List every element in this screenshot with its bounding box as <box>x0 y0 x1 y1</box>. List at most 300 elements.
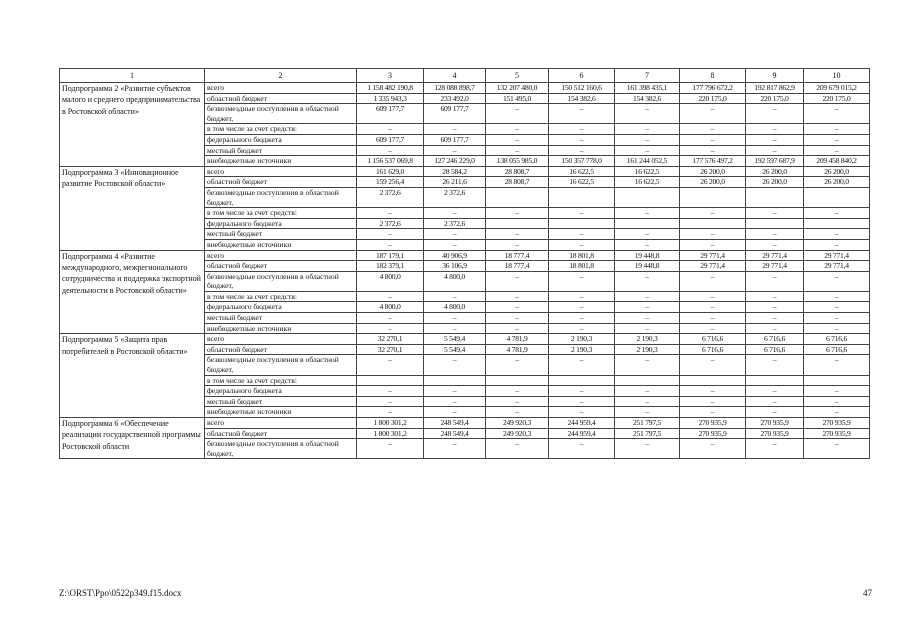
amount-cell: 154 382,6 <box>615 93 680 104</box>
amount-cell: 29 771,4 <box>680 261 746 272</box>
amount-cell: 6 716,6 <box>746 344 804 355</box>
amount-cell: 251 797,5 <box>615 428 680 439</box>
amount-cell: 161 629,0 <box>357 166 424 177</box>
amount-cell: – <box>424 386 486 397</box>
amount-cell: – <box>486 386 549 397</box>
funding-source-label: федерального бюджета <box>205 302 357 313</box>
amount-cell: 2 372,6 <box>357 187 424 207</box>
funding-source-label: всего <box>205 83 357 94</box>
amount-cell <box>615 375 680 386</box>
amount-cell: – <box>680 386 746 397</box>
amount-cell: – <box>804 355 870 375</box>
amount-cell: – <box>804 239 870 250</box>
amount-cell: 270 935,9 <box>804 428 870 439</box>
amount-cell: – <box>680 396 746 407</box>
amount-cell <box>680 375 746 386</box>
amount-cell: 182 379,1 <box>357 261 424 272</box>
header-cell: 2 <box>205 69 357 83</box>
amount-cell: 2 372,6 <box>424 187 486 207</box>
amount-cell: – <box>424 239 486 250</box>
amount-cell: 187 179,1 <box>357 250 424 261</box>
table-row <box>60 83 870 94</box>
amount-cell: – <box>746 439 804 459</box>
budget-table <box>59 68 870 459</box>
table-row <box>60 250 870 261</box>
amount-cell: 16 622,5 <box>549 177 615 188</box>
amount-cell: – <box>804 208 870 219</box>
funding-source-label: областной бюджет <box>205 93 357 104</box>
amount-cell: 26 200,0 <box>746 166 804 177</box>
amount-cell <box>680 218 746 229</box>
amount-cell: 6 716,6 <box>804 344 870 355</box>
amount-cell: 128 088 898,7 <box>424 83 486 94</box>
amount-cell: – <box>804 104 870 124</box>
amount-cell: 16 622,5 <box>615 166 680 177</box>
amount-cell: 270 935,9 <box>746 418 804 429</box>
amount-cell: – <box>486 124 549 135</box>
header-cell: 4 <box>424 69 486 83</box>
amount-cell: – <box>486 208 549 219</box>
funding-source-label: областной бюджет <box>205 428 357 439</box>
amount-cell: – <box>357 124 424 135</box>
amount-cell: – <box>357 439 424 459</box>
amount-cell: 4 800,0 <box>424 271 486 291</box>
amount-cell: 151 495,0 <box>486 93 549 104</box>
amount-cell: – <box>615 407 680 418</box>
amount-cell: – <box>549 229 615 240</box>
amount-cell <box>424 375 486 386</box>
amount-cell <box>804 218 870 229</box>
amount-cell: – <box>680 271 746 291</box>
amount-cell: – <box>357 145 424 156</box>
amount-cell: 29 771,4 <box>804 250 870 261</box>
amount-cell: – <box>746 104 804 124</box>
amount-cell: – <box>746 239 804 250</box>
amount-cell: 18 777,4 <box>486 250 549 261</box>
table-header-row <box>60 69 870 83</box>
funding-source-label: безвозмездные поступления в областной бюджет, <box>205 187 357 207</box>
funding-source-label: федерального бюджета <box>205 386 357 397</box>
amount-cell: 127 246 229,0 <box>424 156 486 167</box>
amount-cell: – <box>357 396 424 407</box>
amount-cell: 2 190,3 <box>549 344 615 355</box>
amount-cell: 192 597 687,9 <box>746 156 804 167</box>
amount-cell: 40 906,9 <box>424 250 486 261</box>
amount-cell: – <box>680 239 746 250</box>
amount-cell: – <box>746 134 804 145</box>
amount-cell: – <box>486 323 549 334</box>
amount-cell: – <box>424 291 486 302</box>
amount-cell: 609 177,7 <box>424 134 486 145</box>
amount-cell: 29 771,4 <box>746 250 804 261</box>
amount-cell: 28 808,7 <box>486 166 549 177</box>
amount-cell: 244 959,4 <box>549 418 615 429</box>
amount-cell: – <box>486 291 549 302</box>
amount-cell: – <box>615 396 680 407</box>
amount-cell: – <box>680 407 746 418</box>
amount-cell: – <box>357 291 424 302</box>
funding-source-label: внебюджетные источники <box>205 156 357 167</box>
amount-cell: 2 372,6 <box>424 218 486 229</box>
subprogram-name: Подпрограмма 3 «Инновационное развитие Ростовской области» <box>60 166 205 250</box>
amount-cell <box>746 375 804 386</box>
amount-cell: 26 200,0 <box>746 177 804 188</box>
header-cell: 5 <box>486 69 549 83</box>
amount-cell: 4 800,0 <box>357 271 424 291</box>
amount-cell: – <box>549 291 615 302</box>
amount-cell <box>615 187 680 207</box>
amount-cell: – <box>804 145 870 156</box>
amount-cell: - <box>357 313 424 324</box>
amount-cell: 6 716,6 <box>680 334 746 345</box>
amount-cell: – <box>615 104 680 124</box>
amount-cell: 16 622,5 <box>615 177 680 188</box>
amount-cell: 249 920,3 <box>486 428 549 439</box>
amount-cell: – <box>615 239 680 250</box>
amount-cell: 248 549,4 <box>424 418 486 429</box>
amount-cell: – <box>549 208 615 219</box>
amount-cell: 19 448,8 <box>615 250 680 261</box>
amount-cell: – <box>549 323 615 334</box>
amount-cell: 29 771,4 <box>680 250 746 261</box>
amount-cell: 248 549,4 <box>424 428 486 439</box>
amount-cell: – <box>680 124 746 135</box>
document-path: Z:\ORST\Ppo\0522p349.f15.docx <box>59 588 182 598</box>
amount-cell: – <box>486 134 549 145</box>
amount-cell: – <box>615 313 680 324</box>
table-row <box>60 418 870 429</box>
amount-cell: – <box>549 407 615 418</box>
amount-cell: – <box>357 208 424 219</box>
amount-cell <box>549 218 615 229</box>
funding-source-label: местный бюджет <box>205 145 357 156</box>
amount-cell <box>486 218 549 229</box>
amount-cell: – <box>804 229 870 240</box>
funding-source-label: всего <box>205 334 357 345</box>
amount-cell: 154 382,6 <box>549 93 615 104</box>
amount-cell: – <box>424 208 486 219</box>
amount-cell: – <box>680 439 746 459</box>
funding-source-label: всего <box>205 250 357 261</box>
amount-cell: – <box>804 396 870 407</box>
amount-cell: – <box>804 439 870 459</box>
amount-cell <box>804 187 870 207</box>
funding-source-label: внебюджетные источники <box>205 407 357 418</box>
table-row <box>60 334 870 345</box>
amount-cell: – <box>804 271 870 291</box>
header-cell: 10 <box>804 69 870 83</box>
amount-cell: 209 679 015,2 <box>804 83 870 94</box>
amount-cell: 18 777,4 <box>486 261 549 272</box>
amount-cell: – <box>549 104 615 124</box>
funding-source-label: безвозмездные поступления в областной бюджет, <box>205 271 357 291</box>
amount-cell: 2 190,3 <box>615 344 680 355</box>
amount-cell: – <box>549 302 615 313</box>
amount-cell: – <box>804 386 870 397</box>
amount-cell: – <box>486 313 549 324</box>
amount-cell <box>746 187 804 207</box>
amount-cell <box>615 218 680 229</box>
funding-source-label: внебюджетные источники <box>205 239 357 250</box>
amount-cell: 1 800 301,2 <box>357 428 424 439</box>
amount-cell: – <box>680 229 746 240</box>
amount-cell: – <box>615 355 680 375</box>
funding-source-label: областной бюджет <box>205 177 357 188</box>
amount-cell: 161 398 435,1 <box>615 83 680 94</box>
amount-cell: 220 175,0 <box>680 93 746 104</box>
amount-cell: 2 372,6 <box>357 218 424 229</box>
amount-cell: – <box>357 229 424 240</box>
funding-source-label: федерального бюджета <box>205 134 357 145</box>
amount-cell: 177 576 497,2 <box>680 156 746 167</box>
amount-cell: – <box>746 145 804 156</box>
amount-cell: 132 207 480,0 <box>486 83 549 94</box>
amount-cell: 26 200,0 <box>680 177 746 188</box>
funding-source-label: безвозмездные поступления в областной бюджет, <box>205 355 357 375</box>
amount-cell: – <box>424 323 486 334</box>
amount-cell: 609 177,7 <box>357 134 424 145</box>
amount-cell <box>486 187 549 207</box>
amount-cell: – <box>804 323 870 334</box>
funding-source-label: безвозмездные поступления в областной бюджет, <box>205 104 357 124</box>
amount-cell: – <box>804 124 870 135</box>
amount-cell: – <box>680 302 746 313</box>
amount-cell: 161 244 052,5 <box>615 156 680 167</box>
amount-cell: – <box>615 291 680 302</box>
amount-cell: – <box>680 291 746 302</box>
amount-cell: 29 771,4 <box>804 261 870 272</box>
amount-cell: – <box>486 239 549 250</box>
funding-source-label: всего <box>205 418 357 429</box>
amount-cell: 6 716,6 <box>680 344 746 355</box>
amount-cell: 251 797,5 <box>615 418 680 429</box>
amount-cell: – <box>549 396 615 407</box>
amount-cell: 233 492,0 <box>424 93 486 104</box>
amount-cell: 5 549,4 <box>424 334 486 345</box>
amount-cell: 220 175,0 <box>746 93 804 104</box>
amount-cell: 1 800 301,2 <box>357 418 424 429</box>
amount-cell: 249 920,3 <box>486 418 549 429</box>
amount-cell: – <box>746 208 804 219</box>
amount-cell: – <box>746 396 804 407</box>
amount-cell: 4 781,9 <box>486 344 549 355</box>
amount-cell: – <box>549 271 615 291</box>
amount-cell: – <box>746 355 804 375</box>
amount-cell: – <box>424 439 486 459</box>
subprogram-name: Подпрограмма 4 «Развитие международного, межрегионального сотрудничества и поддержка экспортной деятельности в Ростовской области» <box>60 250 205 334</box>
amount-cell: – <box>680 208 746 219</box>
funding-source-label: в том числе за счет средств: <box>205 375 357 386</box>
amount-cell: – <box>486 407 549 418</box>
amount-cell: 18 801,8 <box>549 261 615 272</box>
amount-cell: – <box>804 407 870 418</box>
amount-cell: – <box>746 407 804 418</box>
funding-source-label: внебюджетные источники <box>205 323 357 334</box>
amount-cell: – <box>424 124 486 135</box>
amount-cell: 29 771,4 <box>746 261 804 272</box>
page-number: 47 <box>863 588 872 598</box>
amount-cell: 159 256,4 <box>357 177 424 188</box>
amount-cell: 209 458 840,2 <box>804 156 870 167</box>
amount-cell: 16 622,5 <box>549 166 615 177</box>
amount-cell: – <box>549 439 615 459</box>
amount-cell: – <box>746 386 804 397</box>
funding-source-label: областной бюджет <box>205 261 357 272</box>
header-cell: 6 <box>549 69 615 83</box>
amount-cell: – <box>549 239 615 250</box>
amount-cell: – <box>486 355 549 375</box>
amount-cell <box>486 375 549 386</box>
amount-cell: – <box>615 323 680 334</box>
amount-cell: 270 935,9 <box>746 428 804 439</box>
amount-cell: – <box>804 302 870 313</box>
amount-cell: – <box>746 302 804 313</box>
amount-cell: 138 055 985,0 <box>486 156 549 167</box>
subprogram-name: Подпрограмма 5 «Защита прав потребителей в Ростовской области» <box>60 334 205 418</box>
amount-cell: 5 549,4 <box>424 344 486 355</box>
amount-cell: – <box>615 271 680 291</box>
amount-cell: – <box>486 302 549 313</box>
amount-cell: 4 800,0 <box>357 302 424 313</box>
amount-cell: – <box>746 229 804 240</box>
amount-cell: – <box>549 145 615 156</box>
amount-cell: – <box>357 355 424 375</box>
amount-cell <box>357 375 424 386</box>
funding-source-label: в том числе за счет средств: <box>205 291 357 302</box>
amount-cell: 19 448,8 <box>615 261 680 272</box>
amount-cell: – <box>424 313 486 324</box>
amount-cell: – <box>424 396 486 407</box>
amount-cell: – <box>804 291 870 302</box>
amount-cell: 4 781,9 <box>486 334 549 345</box>
header-cell: 1 <box>60 69 205 83</box>
amount-cell: 609 177,7 <box>357 104 424 124</box>
funding-source-label: областной бюджет <box>205 344 357 355</box>
amount-cell: 6 716,6 <box>746 334 804 345</box>
amount-cell: – <box>680 323 746 334</box>
amount-cell: – <box>486 229 549 240</box>
funding-source-label: в том числе за счет средств: <box>205 124 357 135</box>
amount-cell <box>680 187 746 207</box>
subprogram-name: Подпрограмма 6 «Обеспечение реализации государственной программы Ростовской области <box>60 418 205 459</box>
amount-cell: – <box>615 229 680 240</box>
amount-cell: – <box>357 407 424 418</box>
amount-cell: 2 190,3 <box>615 334 680 345</box>
amount-cell: 270 935,9 <box>680 428 746 439</box>
amount-cell: - <box>357 323 424 334</box>
funding-source-label: местный бюджет <box>205 396 357 407</box>
amount-cell: – <box>615 145 680 156</box>
header-cell: 7 <box>615 69 680 83</box>
amount-cell: 150 512 160,6 <box>549 83 615 94</box>
amount-cell: – <box>486 145 549 156</box>
amount-cell: – <box>746 323 804 334</box>
amount-cell: 270 935,9 <box>680 418 746 429</box>
amount-cell: – <box>804 313 870 324</box>
amount-cell: 26 200,0 <box>804 166 870 177</box>
amount-cell: – <box>615 439 680 459</box>
subprogram-name: Подпрограмма 2 «Развитие субъектов малого и среднего предпринимательства в Ростовской области» <box>60 83 205 167</box>
amount-cell: 26 200,0 <box>680 166 746 177</box>
amount-cell: – <box>357 386 424 397</box>
amount-cell: – <box>549 355 615 375</box>
amount-cell <box>746 218 804 229</box>
amount-cell: 1 156 537 069,8 <box>357 156 424 167</box>
amount-cell: – <box>549 134 615 145</box>
amount-cell: – <box>680 104 746 124</box>
amount-cell: – <box>746 124 804 135</box>
amount-cell: – <box>804 134 870 145</box>
amount-cell: 18 801,8 <box>549 250 615 261</box>
amount-cell: 26 200,0 <box>804 177 870 188</box>
funding-source-label: местный бюджет <box>205 313 357 324</box>
amount-cell: 1 335 943,3 <box>357 93 424 104</box>
amount-cell <box>549 187 615 207</box>
amount-cell: – <box>486 396 549 407</box>
amount-cell: – <box>615 208 680 219</box>
amount-cell: 26 211,6 <box>424 177 486 188</box>
amount-cell: – <box>615 386 680 397</box>
amount-cell: – <box>424 355 486 375</box>
funding-source-label: в том числе за счет средств: <box>205 208 357 219</box>
amount-cell: 177 796 672,2 <box>680 83 746 94</box>
amount-cell: – <box>615 302 680 313</box>
funding-source-label: всего <box>205 166 357 177</box>
amount-cell: 220 175,0 <box>804 93 870 104</box>
funding-source-label: местный бюджет <box>205 229 357 240</box>
amount-cell: – <box>615 124 680 135</box>
header-cell: 8 <box>680 69 746 83</box>
amount-cell: – <box>615 134 680 145</box>
amount-cell: 2 190,3 <box>549 334 615 345</box>
amount-cell: – <box>746 313 804 324</box>
funding-source-label: безвозмездные поступления в областной бюджет, <box>205 439 357 459</box>
header-cell: 9 <box>746 69 804 83</box>
amount-cell: – <box>486 271 549 291</box>
amount-cell: 609 177,7 <box>424 104 486 124</box>
amount-cell: – <box>549 124 615 135</box>
amount-cell: – <box>424 407 486 418</box>
amount-cell: – <box>680 145 746 156</box>
amount-cell <box>549 375 615 386</box>
amount-cell: 28 584,2 <box>424 166 486 177</box>
amount-cell: – <box>357 239 424 250</box>
amount-cell: 270 935,9 <box>804 418 870 429</box>
amount-cell: 32 270,1 <box>357 334 424 345</box>
amount-cell: – <box>486 104 549 124</box>
amount-cell: – <box>680 313 746 324</box>
amount-cell: 28 808,7 <box>486 177 549 188</box>
amount-cell: 36 106,9 <box>424 261 486 272</box>
amount-cell: – <box>680 355 746 375</box>
table-row <box>60 166 870 177</box>
amount-cell: – <box>486 439 549 459</box>
amount-cell: – <box>549 386 615 397</box>
amount-cell: 6 716,6 <box>804 334 870 345</box>
amount-cell: 4 800,0 <box>424 302 486 313</box>
header-cell: 3 <box>357 69 424 83</box>
amount-cell: – <box>746 291 804 302</box>
amount-cell: – <box>424 145 486 156</box>
amount-cell: – <box>680 134 746 145</box>
amount-cell: 32 270,1 <box>357 344 424 355</box>
amount-cell: 1 158 482 190,8 <box>357 83 424 94</box>
amount-cell: 244 959,4 <box>549 428 615 439</box>
amount-cell: – <box>424 229 486 240</box>
amount-cell: 192 817 862,9 <box>746 83 804 94</box>
amount-cell: – <box>746 271 804 291</box>
amount-cell <box>804 375 870 386</box>
